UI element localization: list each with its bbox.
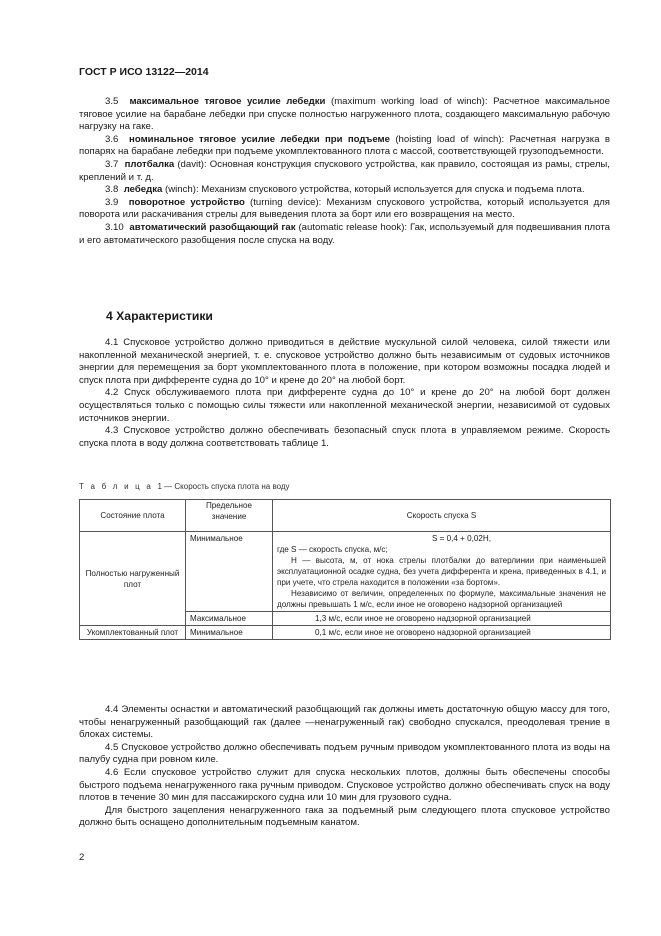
cell-equipped-state: Укомплектованный плот: [80, 626, 186, 640]
definition-3-7: 3.7 плотбалка (davit): Основная конструкция спускового устройства, как правило, состоящая из рамы, стрелы, креплений и т. д.: [79, 158, 610, 183]
table-header-row: [80, 500, 611, 532]
definition-3-8: 3.8 лебедка (winch): Механизм спускового устройства, который используется для спуска и подъема плота.: [105, 184, 585, 196]
table-row: [80, 626, 611, 640]
standard-header: ГОСТ Р ИСО 13122—2014: [79, 66, 209, 78]
definition-3-10: 3.10 автоматический разобщающий гак (automatic release hook): Гак, используемый для подвешивания плота и его автоматического разобщения после спуска на воду.: [79, 221, 610, 246]
definition-3-5: 3.5 максимальное тяговое усилие лебедки (maximum working load of winch): Расчетное максимальное тяговое усилие на барабане лебедки при спуске полностью нагруженного плота, создающего максимальную рабочую нагрузку на гаке.: [79, 96, 610, 133]
cell-loaded-state: Полностью нагруженный плот: [80, 532, 186, 626]
table-caption-label: Т а б л и ц а: [79, 482, 154, 491]
definition-3-6: 3.6 номинальное тяговое усилие лебедки при подъеме (hoisting load of winch): Расчетная нагрузка в попарях на барабане лебедки при подъеме укомплектованного плота с массой, соответствующей грузоподъемности.: [79, 133, 610, 158]
paragraph-4-6-cont: Для быстрого зацепления ненагруженного гака за подъемный рым следующего плота спусковое устройство должно быть оснащено дополнительным подъемным канатом.: [79, 804, 610, 829]
page-number: 2: [79, 852, 85, 863]
section-heading: 4 Характеристики: [106, 309, 213, 323]
after-table-block: [79, 704, 610, 830]
formula-where-h: H — высота, м, от нока стрелы плотбалки до ватерлинии при наименьшей эксплуатационной осадке судна, без учета дифферента и крена, приведенных в 4.1, и при учете, что стрела находится в положении «за бортом».: [277, 556, 606, 587]
definitions-block: [79, 96, 610, 247]
cell-max-label: Максимальное: [186, 612, 273, 626]
formula-where-s: где S — скорость спуска, м/с;: [277, 545, 388, 554]
cell-min-speed: [273, 532, 611, 612]
cell-min-label-2: Минимальное: [186, 626, 273, 640]
formula-note: Независимо от величин, определенных по формуле, максимальные значения не должны превышать 1 м/с, если иное не оговорено надзорной организацией: [277, 589, 606, 609]
table-row: [80, 532, 611, 612]
definition-3-9: 3.9 поворотное устройство (turning device): Механизм спускового устройства, который используется для поворота или раскачивания стрелы для выведения плота за борт или его возвращения на место.: [79, 196, 610, 221]
characteristics-block: [79, 337, 610, 450]
paragraph-4-1: 4.1 Спусковое устройство должно приводиться в действие мускульной силой человека, силой тяжести или накопленной механической энергией, т. е. спусковое устройство должно быть независимым от судовых источников энергии для перемещения за борт укомплектованного плота в положение, при котором возможны посадка людей и спуск плота при дифференте судна до 10° и крене до 20° на любой борт.: [79, 337, 610, 386]
cell-max-speed: 1,3 м/с, если иное не оговорено надзорной организацией: [273, 612, 611, 626]
speed-formula: S = 0,4 + 0,02H,: [432, 534, 491, 543]
table-caption: [79, 482, 290, 491]
cell-min-label: Минимальное: [186, 532, 273, 612]
paragraph-4-2: 4.2 Спуск обслуживаемого плота при дифференте судна до 10° и крене до 20° на любой борт должен осуществляться только с помощью силы тяжести или накопленной механической энергии, независимой от судовых источников энергии.: [79, 387, 610, 424]
paragraph-4-3: 4.3 Спусковое устройство должно обеспечивать безопасный спуск плота в управляемом режиме. Скорость спуска плота в воду должна соответствовать таблице 1.: [79, 425, 610, 449]
paragraph-4-4: 4.4 Элементы оснастки и автоматический разобщающий гак должны иметь достаточную общую массу для того, чтобы ненагруженный разобщающий гак (далее —ненагруженный гак) свободно спускался, преодолевая трение в блоках системы.: [79, 704, 610, 741]
table-caption-text: 1 — Скорость спуска плота на воду: [157, 482, 290, 491]
header-speed: Скорость спуска S: [273, 500, 611, 532]
paragraph-4-6: 4.6 Если спусковое устройство служит для спуска нескольких плотов, должны быть обеспечены способы быстрого подъема ненагруженного гака ручным приводом. Спусковое устройство должно обеспечивать спуск на воду плотов в течение 30 мин для пассажирского судна или 10 мин для грузового судна.: [79, 766, 610, 804]
cell-equipped-speed: 0,1 м/с, если иное не оговорено надзорной организацией: [273, 626, 611, 640]
header-state: Состояние плота: [80, 500, 186, 532]
paragraph-4-5: 4.5 Спусковое устройство должно обеспечивать подъем ручным приводом укомплектованного плота из воды на палубу судна при ровном киле.: [79, 741, 610, 766]
header-limit: Предельное значение: [186, 500, 273, 532]
speed-table: [79, 499, 611, 640]
